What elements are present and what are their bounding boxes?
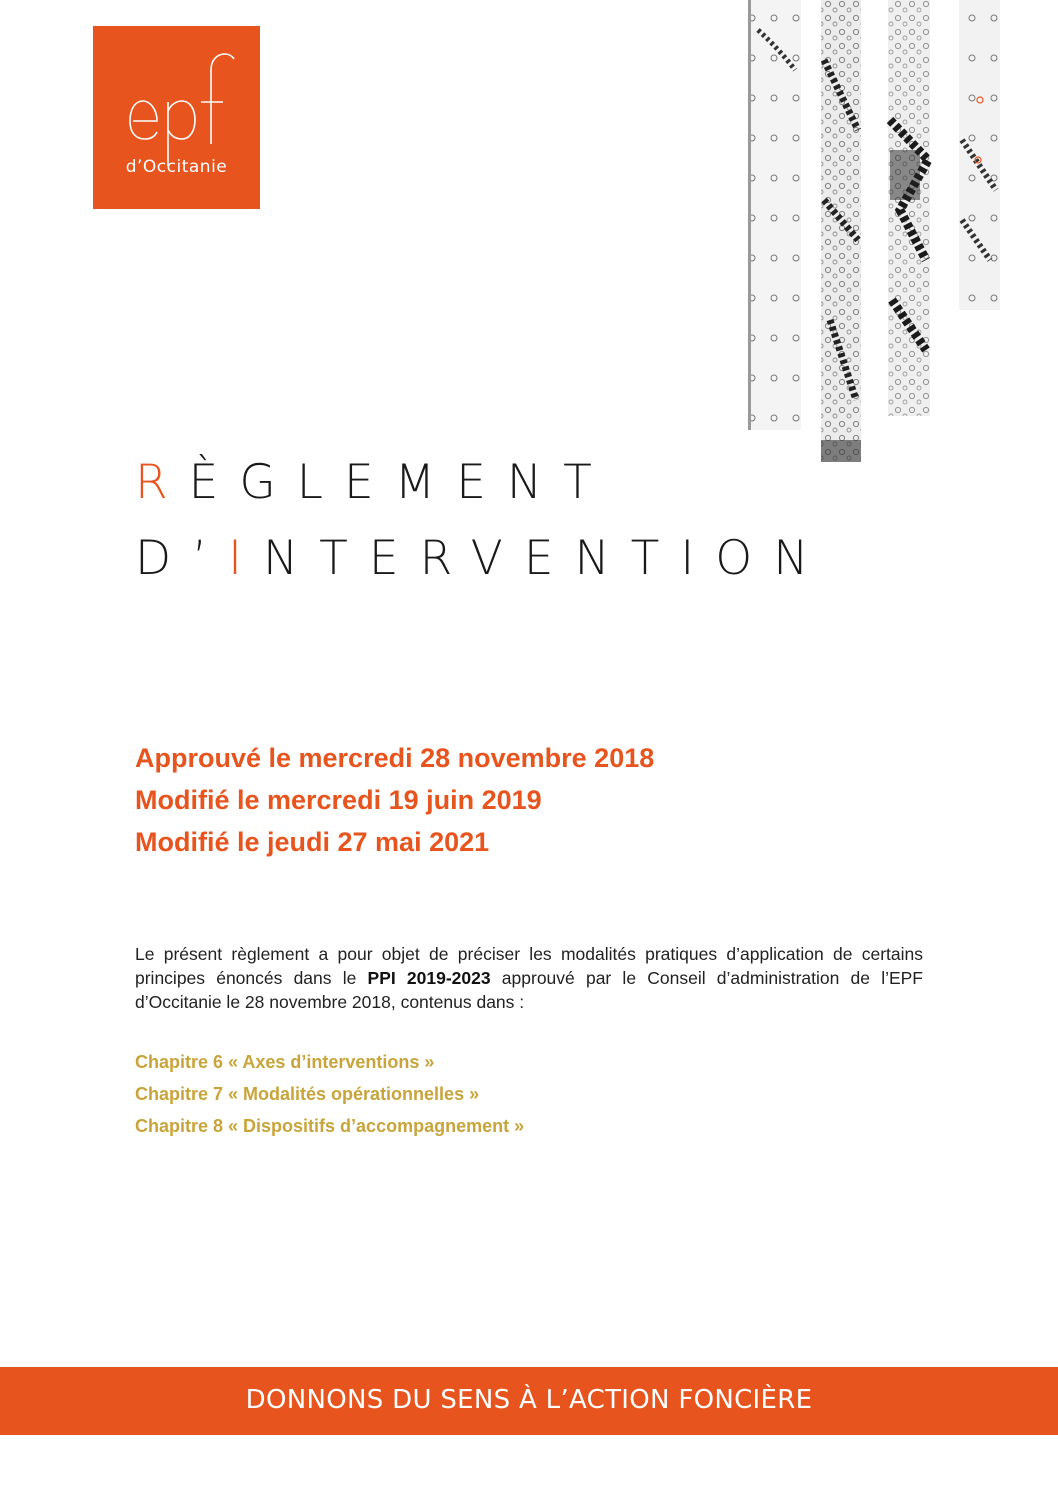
intro-text-2: approuvé par le Conseil d’administration de l’EPF d’Occitanie le 28 novembre 2018, contenus dans :	[135, 968, 923, 1012]
chapter-list	[135, 1046, 524, 1142]
document-title-line-2	[135, 531, 829, 586]
intro-text-1: Le présent règlement a pour objet de préciser les modalités pratiques d’application de certains principes énoncés dans le	[135, 944, 923, 988]
chapter-item-6: Chapitre 6 « Axes d’interventions »	[135, 1052, 435, 1072]
title-line-2-rest: NTERVENTION	[263, 531, 830, 586]
epf-logo	[93, 26, 260, 209]
revision-dates	[135, 737, 654, 863]
title-line-1-rest: ÈGLEMENT	[188, 455, 613, 510]
decorative-strips-image	[740, 0, 1010, 470]
footer-slogan: DONNONS DU SENS À L’ACTION FONCIÈRE	[245, 1385, 813, 1415]
intro-paragraph	[135, 942, 923, 1014]
date-modified-2019: Modifié le mercredi 19 juin 2019	[135, 785, 542, 815]
intro-bold-ppi: PPI 2019-2023	[367, 968, 491, 988]
date-modified-2021: Modifié le jeudi 27 mai 2021	[135, 827, 490, 857]
chapter-item-8: Chapitre 8 « Dispositifs d’accompagnement »	[135, 1116, 525, 1136]
epf-logo-mark	[93, 26, 260, 209]
date-approved: Approuvé le mercredi 28 novembre 2018	[135, 743, 655, 773]
footer-band	[0, 1367, 1058, 1435]
chapter-item-7: Chapitre 7 « Modalités opérationnelles »	[135, 1084, 480, 1104]
logo-subtitle: d’Occitanie	[125, 157, 228, 177]
title-line-2-prefix: D’	[135, 531, 229, 586]
title-initial-r: R	[135, 455, 189, 510]
title-initial-i: I	[228, 531, 264, 586]
document-title-line-1	[135, 455, 613, 510]
